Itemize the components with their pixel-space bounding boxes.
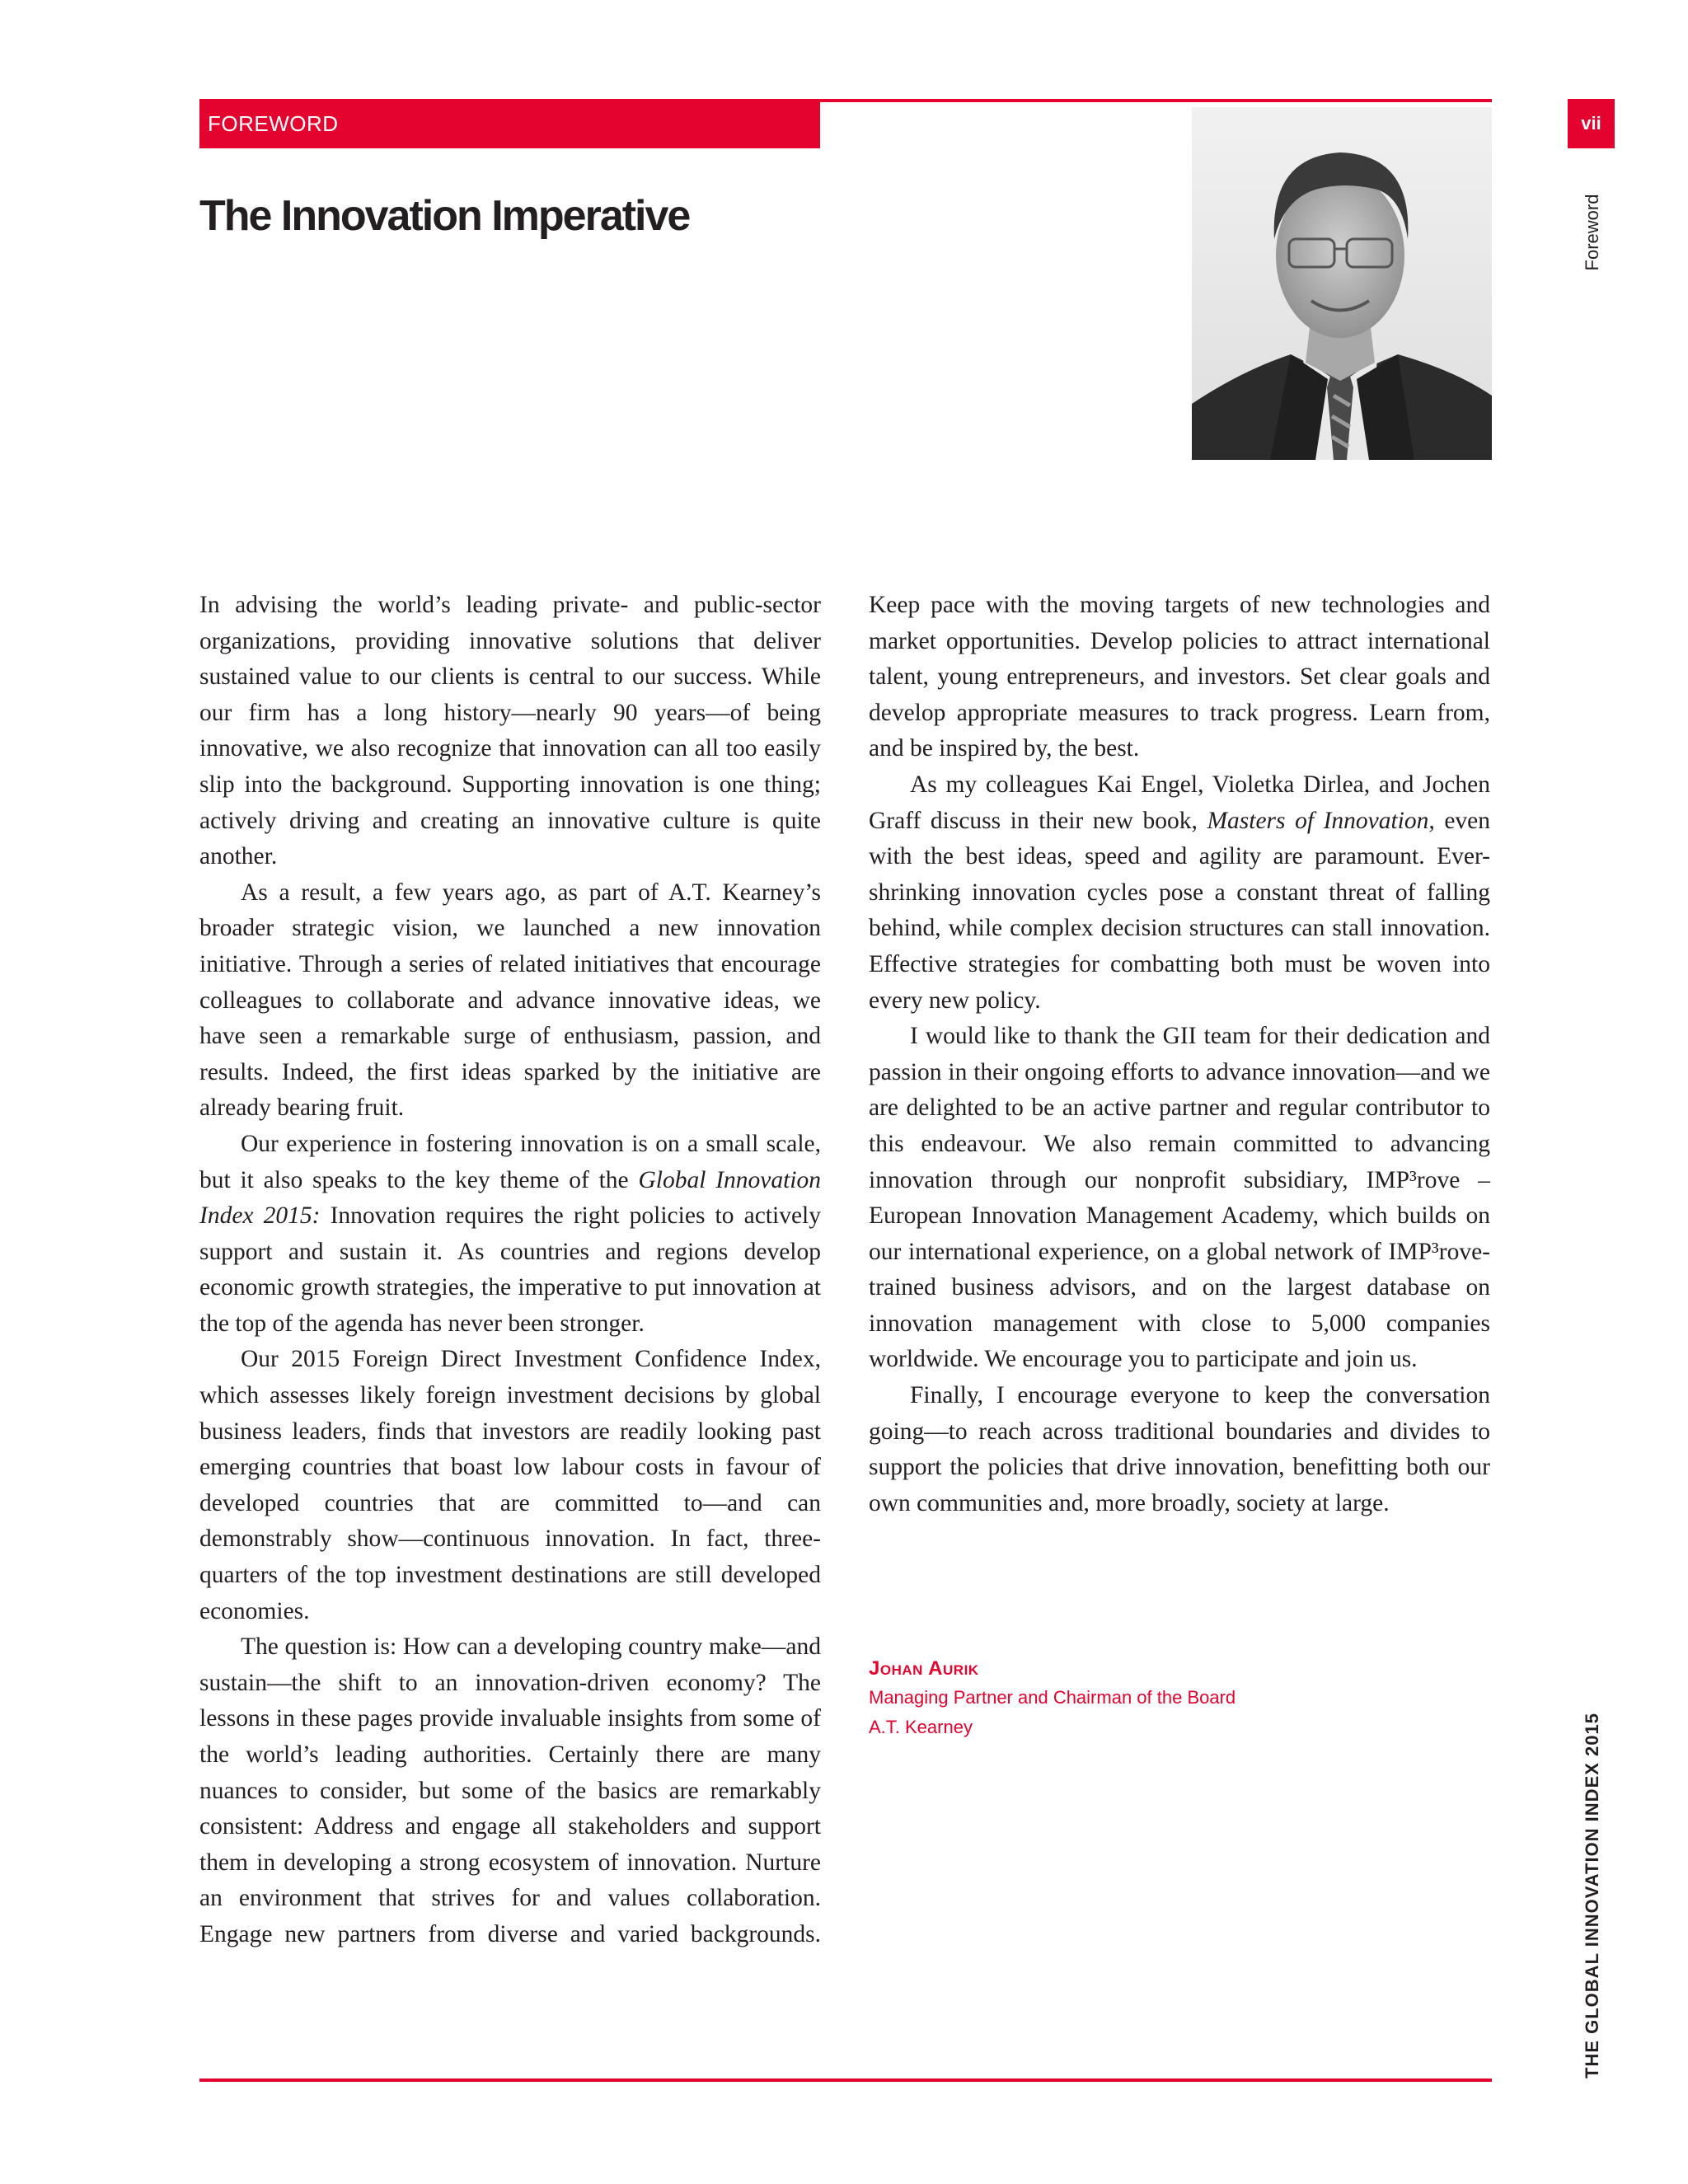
author-portrait xyxy=(1192,107,1492,460)
section-label: FOREWORD xyxy=(199,99,820,148)
text-run: Our 2015 Foreign Direct Investment Confidence Index, which assesses likely foreign investment decisions by global business leaders, finds that investors are readily looking past emerging countries that boast low labour costs in favour of developed countries that are committed to—and can demonstrably show—continuous innovation. In fact, three-quarters of the top investment destinations are still developed economies. xyxy=(199,1346,821,1624)
text-run: Our experience in fostering innovation is on a small scale, but it also speaks to the key theme of the xyxy=(199,1130,821,1193)
author-role: Managing Partner and Chairman of the Board xyxy=(869,1687,1236,1708)
paragraph xyxy=(199,1629,821,1952)
paragraph xyxy=(869,1019,1490,1378)
text-run: I would like to thank the GII team for their dedication and passion in their ongoing efforts to advance innovation—and we are delighted to be an active partner and regular contributor to this endeavour. We also remain committed to advancing innovation through our nonprofit subsidiary, IMP³rove – European Innovation Management Academy, which builds on our international experience, on a global network of IMP³rove-trained business advisors, and on the largest database on innovation management with close to 5,000 companies worldwide. We encourage you to participate and join us. xyxy=(869,1023,1490,1373)
paragraph xyxy=(199,588,821,875)
paragraph xyxy=(199,1342,821,1629)
bottom-rule xyxy=(199,2079,1492,2082)
text-run: In advising the world’s leading private- and public-sector organizations, providing innovative solutions that deliver sustained value to our clients is central to our success. While our firm has a long history—nearly 90 years—of being innovative, we also recognize that innovation can all too easily slip into the background. Supporting innovation is one thing; actively driving and creating an innovative culture is quite another. xyxy=(199,592,821,870)
paragraph xyxy=(199,875,821,1127)
side-publication-label: THE GLOBAL INNOVATION INDEX 2015 xyxy=(1582,1713,1602,2079)
signature-block xyxy=(869,1655,1236,1742)
author-name: Johan Aurik xyxy=(869,1657,979,1680)
author-company: A.T. Kearney xyxy=(869,1717,973,1737)
text-run: Innovation requires the right policies to actively support and sustain it. As countries and regions develop economic growth strategies, the imperative to put innovation at the top of the agenda has never been stronger. xyxy=(199,1202,821,1337)
italic-title-run: Masters of Innovation, xyxy=(1207,807,1435,834)
paragraph xyxy=(869,1378,1490,1521)
text-run: As a result, a few years ago, as part of A.T. Kearney’s broader strategic vision, we launched a new innovation initiative. Through a series of related initiatives that encourage colleagues to collaborate and advance innovative ideas, we have seen a remarkable surge of enthusiasm, passion, and results. Indeed, the first ideas sparked by the initiative are already bearing fruit. xyxy=(199,879,821,1122)
paragraph xyxy=(869,767,1490,1019)
page-title: The Innovation Imperative xyxy=(199,192,690,240)
text-run: Keep pace with the moving targets of new technologies and market opportunities. Develop policies to attract international talent, young entrepreneurs, and investors. Set clear goals and develop appropriate measures to track progress. Learn from, and be inspired by, the best. xyxy=(869,592,1490,762)
side-section-label: Foreword xyxy=(1582,194,1602,271)
text-run: even with the best ideas, speed and agility are paramount. Ever-shrinking innovation cycles pose a constant threat of falling behind, while complex decision structures can stall innovation. Effective strategies for combatting both must be woven into every new policy. xyxy=(869,807,1491,1014)
italic-title-run: Global Innovation Index 2015: xyxy=(199,1166,821,1230)
paragraph xyxy=(869,588,1490,767)
text-run: Finally, I encourage everyone to keep the conversation going—to reach across traditional boundaries and divides to support the policies that drive innovation, benefitting both our own communities and, more broadly, society at large. xyxy=(869,1382,1490,1516)
text-run: The question is: How can a developing country make—and sustain—the shift to an innovation-driven economy? The lessons in these pages provide invaluable insights from some of the world’s leading authorities. Certainly there are many nuances to consider, but some of the basics are remarkably consistent: Address and engage all stakeholders and support them in developing a strong ecosystem of innovation. Nurture an environment that strives for and values collaboration. Engage new partners from diverse and varied backgrounds. xyxy=(199,1633,821,1947)
text-run: As my colleagues Kai Engel, Violetka Dirlea, and Jochen Graff discuss in their new book, xyxy=(869,771,1490,834)
text-column-left xyxy=(199,588,821,1953)
page-number: vii xyxy=(1568,99,1615,148)
paragraph xyxy=(199,1127,821,1343)
text-column-right xyxy=(869,588,1490,1521)
